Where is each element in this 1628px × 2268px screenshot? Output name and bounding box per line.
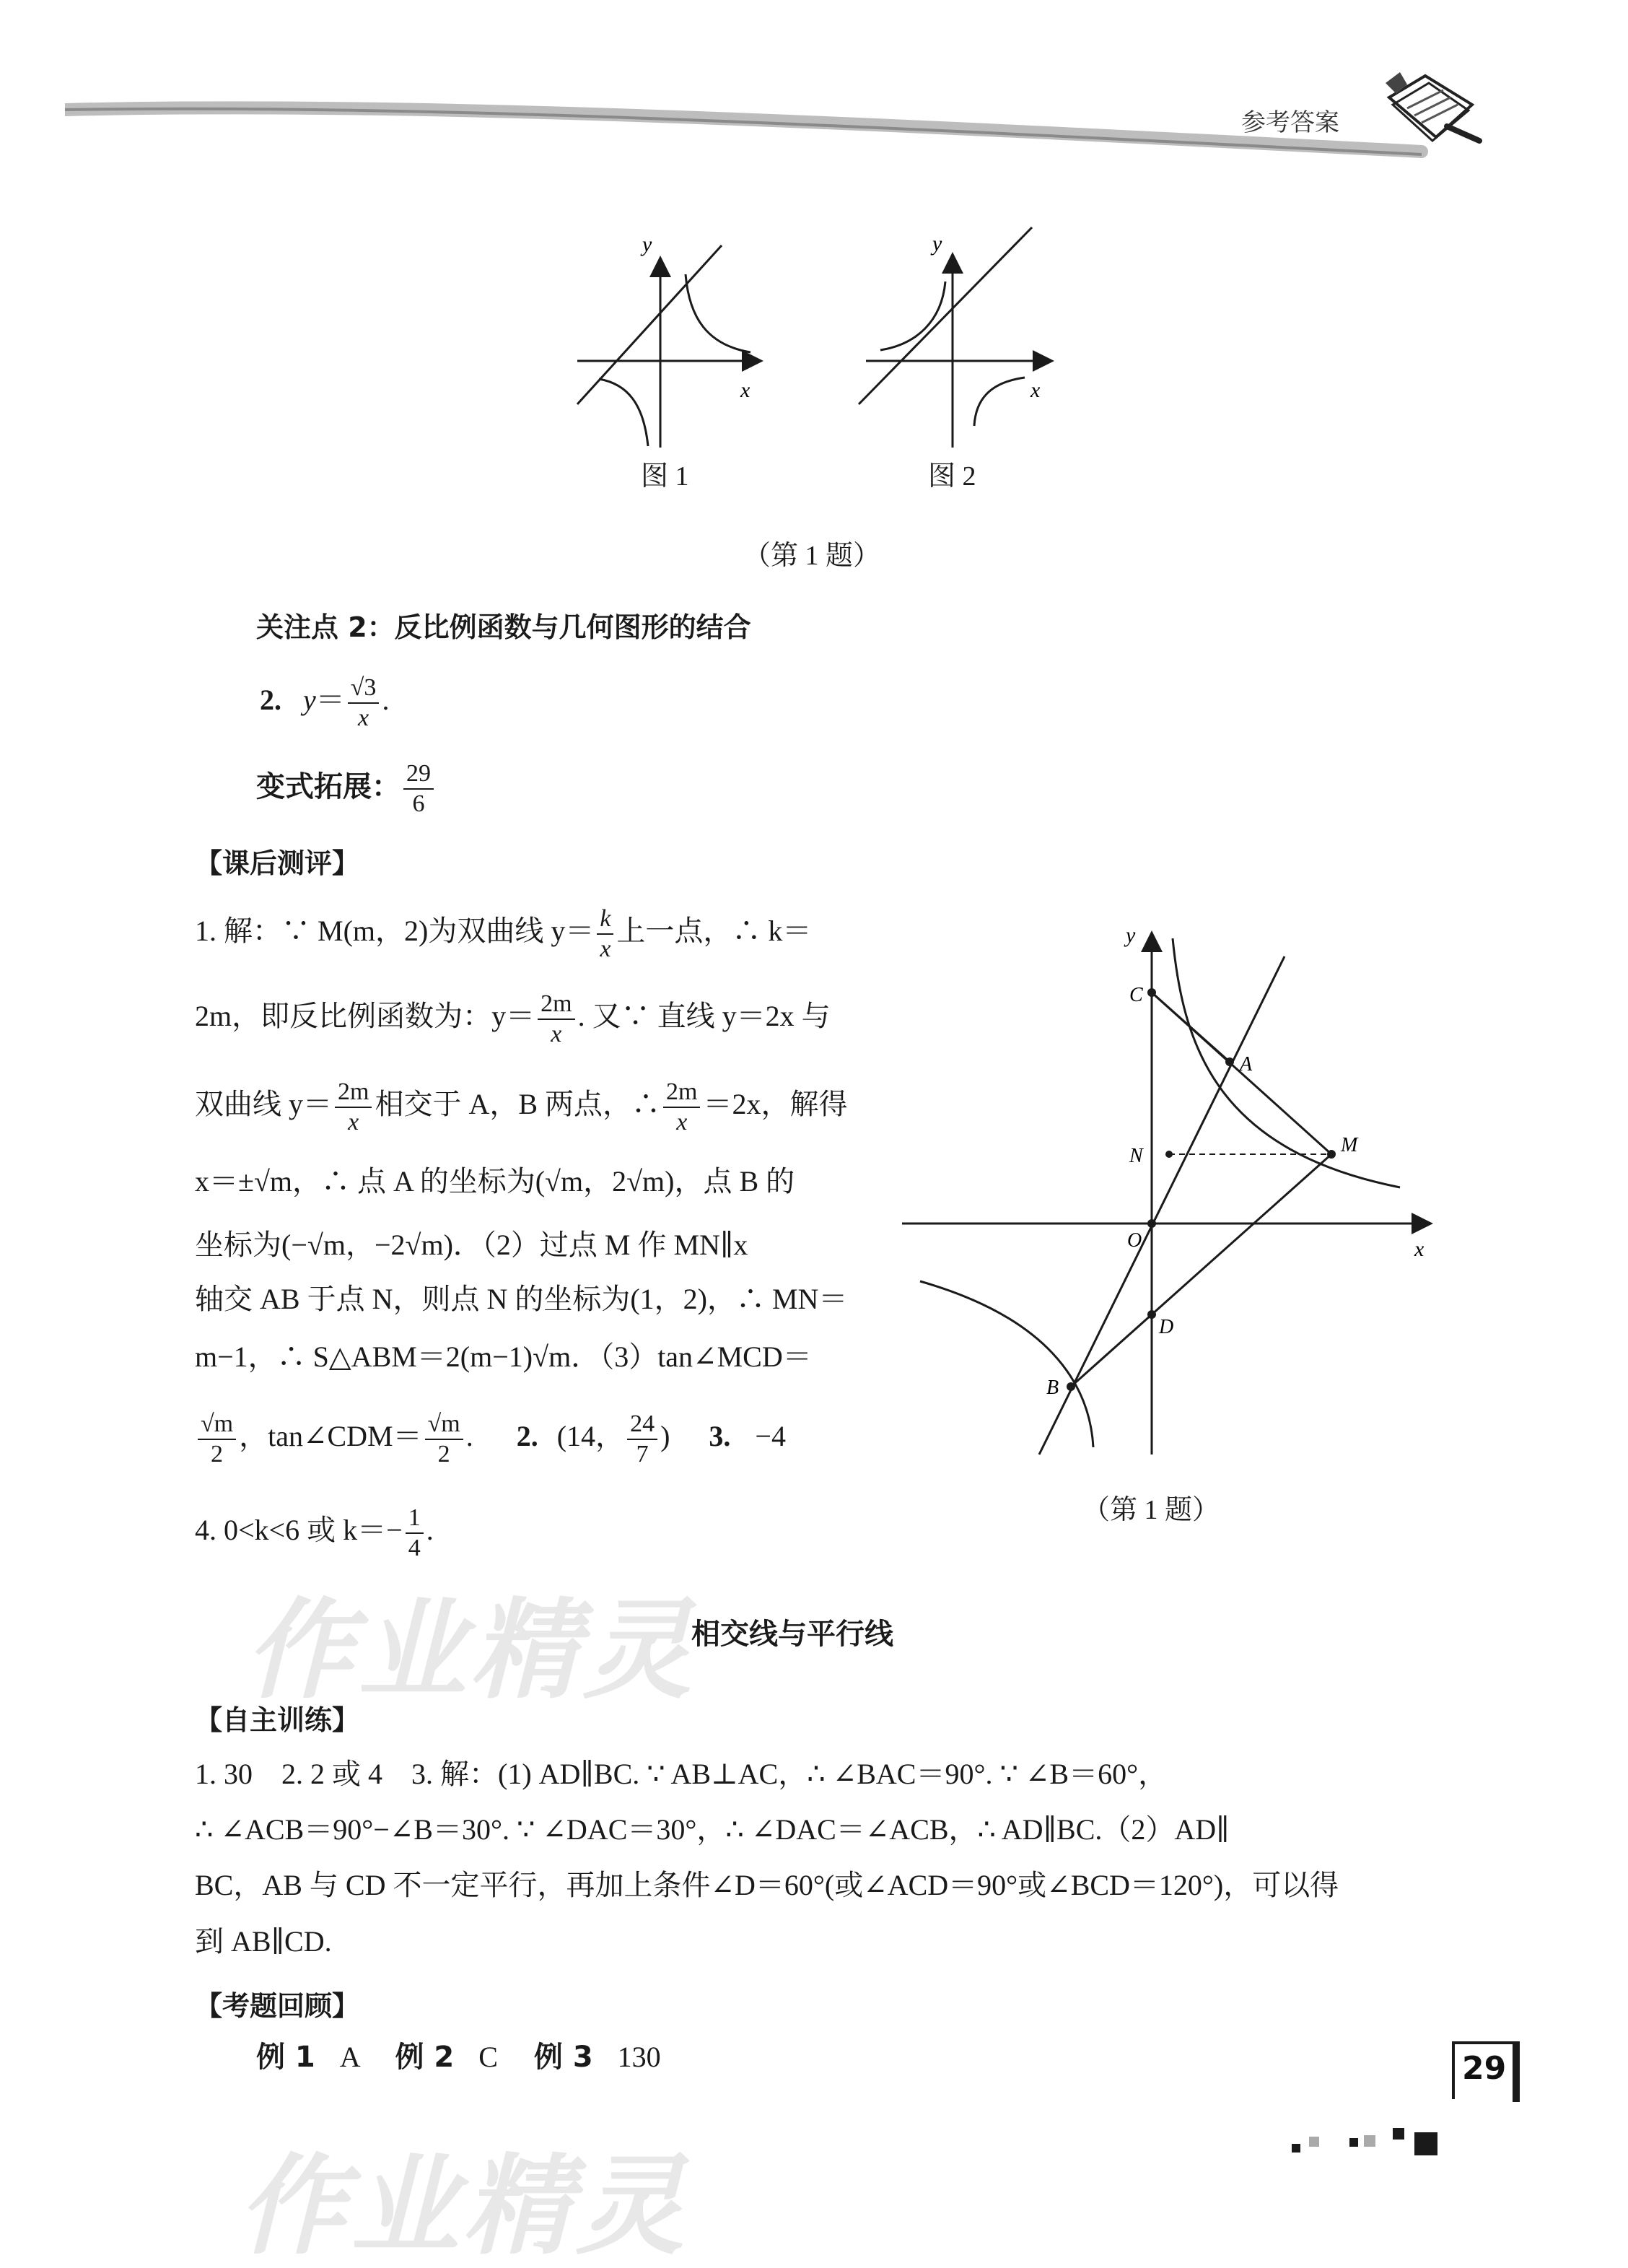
ex2-value: C (478, 2041, 498, 2073)
answer-line-9 (195, 1501, 434, 1563)
self-line-4: 到 AB∥CD. (195, 1925, 332, 1958)
fig2-x-label: x (1030, 378, 1041, 402)
l1-den: x (600, 935, 611, 962)
notebook-pen-icon (1375, 69, 1483, 162)
l2-den: x (551, 1020, 562, 1047)
ex3-value: 130 (617, 2041, 661, 2073)
answer-line-2 (195, 987, 831, 1049)
fig1-y-label: y (642, 232, 652, 256)
figR-label-B: B (1046, 1377, 1059, 1399)
answer-line-8 (195, 1408, 786, 1469)
watermark-1: 作业精灵 (245, 1588, 696, 1714)
ac-q3-value: −4 (755, 1420, 786, 1452)
answer-line-5: 坐标为(−√m，−2√m)．（2）过点 M 作 MN∥x (195, 1229, 748, 1261)
figure-2-caption: 图 2 (928, 461, 976, 492)
l1-text-b: 上一点，∴ k＝ (616, 915, 812, 947)
section1-q2: 2. y＝ $\frac{√3}{x}$ . (260, 673, 390, 731)
review-examples (256, 2028, 661, 2086)
review-heading: 【考题回顾】 (195, 1990, 360, 2022)
fig1-line (577, 245, 722, 404)
figR-point-A (1225, 1057, 1234, 1066)
l3-num-2: 2m (663, 1078, 700, 1108)
fig2-hyperbola-lower (974, 378, 1025, 426)
l9-den: 4 (408, 1534, 421, 1561)
l3-fraction-1 (335, 1078, 372, 1137)
answer-line-1 (195, 902, 811, 964)
figR-point-B (1067, 1382, 1075, 1391)
ac-q2-label: 2. (516, 1420, 538, 1452)
page-deco-squares (1292, 2122, 1465, 2165)
l8-den2: 2 (437, 1440, 450, 1467)
l8-fraction-1 (198, 1410, 236, 1469)
figR-label-M: M (1341, 1134, 1358, 1156)
figure-right-graph (895, 913, 1443, 1469)
l3-num: 2m (335, 1078, 372, 1108)
figR-point-M (1327, 1150, 1336, 1159)
section1-title: 关注点 2：反比例函数与几何图形的结合 (256, 611, 751, 643)
section2-title: 相交线与平行线 (691, 1618, 893, 1651)
l9-num: 1 (406, 1504, 424, 1534)
ex1-value: A (339, 2041, 359, 2073)
figR-label-A: A (1240, 1053, 1253, 1076)
l2-text-a: 2m，即反比例函数为：y＝ (195, 1000, 535, 1032)
figR-label-D: D (1159, 1316, 1174, 1338)
page-number: 29 (1462, 2050, 1507, 2087)
fig1-x-label: x (740, 378, 750, 402)
l2-num: 2m (538, 990, 574, 1020)
l1-text-a: 1. 解：∵ M(m，2)为双曲线 y＝ (195, 915, 595, 947)
fig2-y-label: y (932, 232, 942, 256)
section1-variant (256, 758, 437, 819)
l3-text-c: ＝2x，解得 (703, 1088, 848, 1120)
figR-y-label: y (1126, 923, 1136, 947)
q2-label: 2. (260, 684, 281, 716)
fig2-hyperbola-upper (880, 282, 945, 350)
q2-num: √3 (348, 673, 380, 704)
figure-1-caption: 图 1 (641, 461, 689, 492)
ex1-label: 例 1 (256, 2041, 315, 2074)
l8-num1: √m (198, 1410, 236, 1440)
figR-point-C (1147, 988, 1156, 997)
figR-hyperbola-lower (920, 1281, 1093, 1447)
self-line-1: 1. 30 2. 2 或 4 3. 解：(1) AD∥BC. ∵ AB⊥AC，∴ ∠BAC＝90°. ∵ ∠B＝60°， (195, 1758, 1168, 1790)
l8-text-b: . (465, 1420, 473, 1452)
answer-line-6: 轴交 AB 于点 N，则点 N 的坐标为(1，2)，∴ MN＝ (195, 1283, 848, 1315)
fig2-line (859, 227, 1032, 404)
l8-text-a: ，tan∠CDM＝ (239, 1420, 422, 1452)
figure-2-graph (852, 220, 1061, 462)
ex2-label: 例 2 (395, 2041, 455, 2074)
l3-den: x (348, 1108, 359, 1135)
l8-num2: √m (425, 1410, 463, 1440)
ac-q2-text-a: (14， (556, 1420, 625, 1452)
l1-num: k (597, 904, 613, 935)
fig1-hyperbola-upper (686, 274, 750, 352)
ac-q2-text-b: ) (660, 1420, 670, 1452)
q2-y: y (303, 684, 316, 716)
ac-q2-den: 7 (636, 1440, 649, 1467)
fig1-hyperbola-lower (599, 379, 648, 446)
l3-den-2: x (676, 1108, 688, 1135)
l2-fraction (538, 990, 574, 1049)
l2-text-b: . 又∵ 直线 y＝2x 与 (577, 1000, 831, 1032)
figR-point-N (1165, 1151, 1173, 1158)
variant-fraction (403, 759, 434, 819)
figR-label-N: N (1129, 1145, 1143, 1167)
q2-fraction (348, 673, 380, 733)
variant-label: 变式拓展： (256, 770, 401, 803)
l9-text-b: . (426, 1514, 434, 1546)
l8-den1: 2 (211, 1440, 224, 1467)
figR-label-C: C (1129, 984, 1143, 1006)
after-class-heading: 【课后测评】 (195, 847, 360, 879)
figR-segment-MB (1071, 1154, 1331, 1387)
ac-q2-num: 24 (627, 1410, 657, 1440)
figR-x-label: x (1414, 1237, 1424, 1261)
figR-hyperbola-upper (1173, 938, 1400, 1187)
l9-text-a: 4. 0<k<6 或 k＝− (195, 1514, 403, 1546)
answer-line-4: x＝±√m，∴ 点 A 的坐标为(√m，2√m)，点 B 的 (195, 1165, 795, 1198)
figR-label-O: O (1127, 1229, 1142, 1252)
header-label: 参考答案 (1241, 108, 1339, 137)
watermark-2: 作业精灵 (238, 2144, 689, 2268)
ex3-label: 例 3 (533, 2041, 593, 2074)
variant-num: 29 (403, 759, 434, 790)
figure-top-caption: （第 1 题） (743, 541, 881, 571)
figure-1-graph (570, 231, 772, 462)
ac-q2-fraction (627, 1410, 657, 1469)
answer-line-3 (195, 1076, 847, 1137)
answer-line-7: m−1，∴ S△ABM＝2(m−1)√m．（3）tan∠MCD＝ (195, 1340, 812, 1373)
variant-den: 6 (412, 790, 425, 817)
l1-fraction (597, 904, 613, 964)
page-number-box (1452, 2041, 1517, 2099)
l3-text-b: 相交于 A，B 两点，∴ (375, 1088, 661, 1120)
figR-line-y2x (1039, 956, 1285, 1454)
q2-den: x (358, 704, 369, 731)
self-training-heading: 【自主训练】 (195, 1704, 360, 1736)
self-line-2: ∴ ∠ACB＝90°−∠B＝30°. ∵ ∠DAC＝30°，∴ ∠DAC＝∠ACB，∴ AD∥BC.（2）AD∥ (195, 1813, 1230, 1846)
l3-fraction-2 (663, 1078, 700, 1137)
ac-q3-label: 3. (709, 1420, 731, 1452)
l3-text-a: 双曲线 y＝ (195, 1088, 332, 1120)
figR-point-D (1147, 1310, 1156, 1319)
figR-point-O (1147, 1219, 1156, 1228)
l8-fraction-2 (425, 1410, 463, 1469)
self-line-3: BC，AB 与 CD 不一定平行，再加上条件∠D＝60°(或∠ACD＝90°或∠BCD＝120°)，可以得 (195, 1869, 1339, 1901)
figure-right-caption: （第 1 题） (1082, 1495, 1220, 1525)
l9-fraction (406, 1504, 424, 1563)
header-swoosh (65, 94, 1436, 166)
